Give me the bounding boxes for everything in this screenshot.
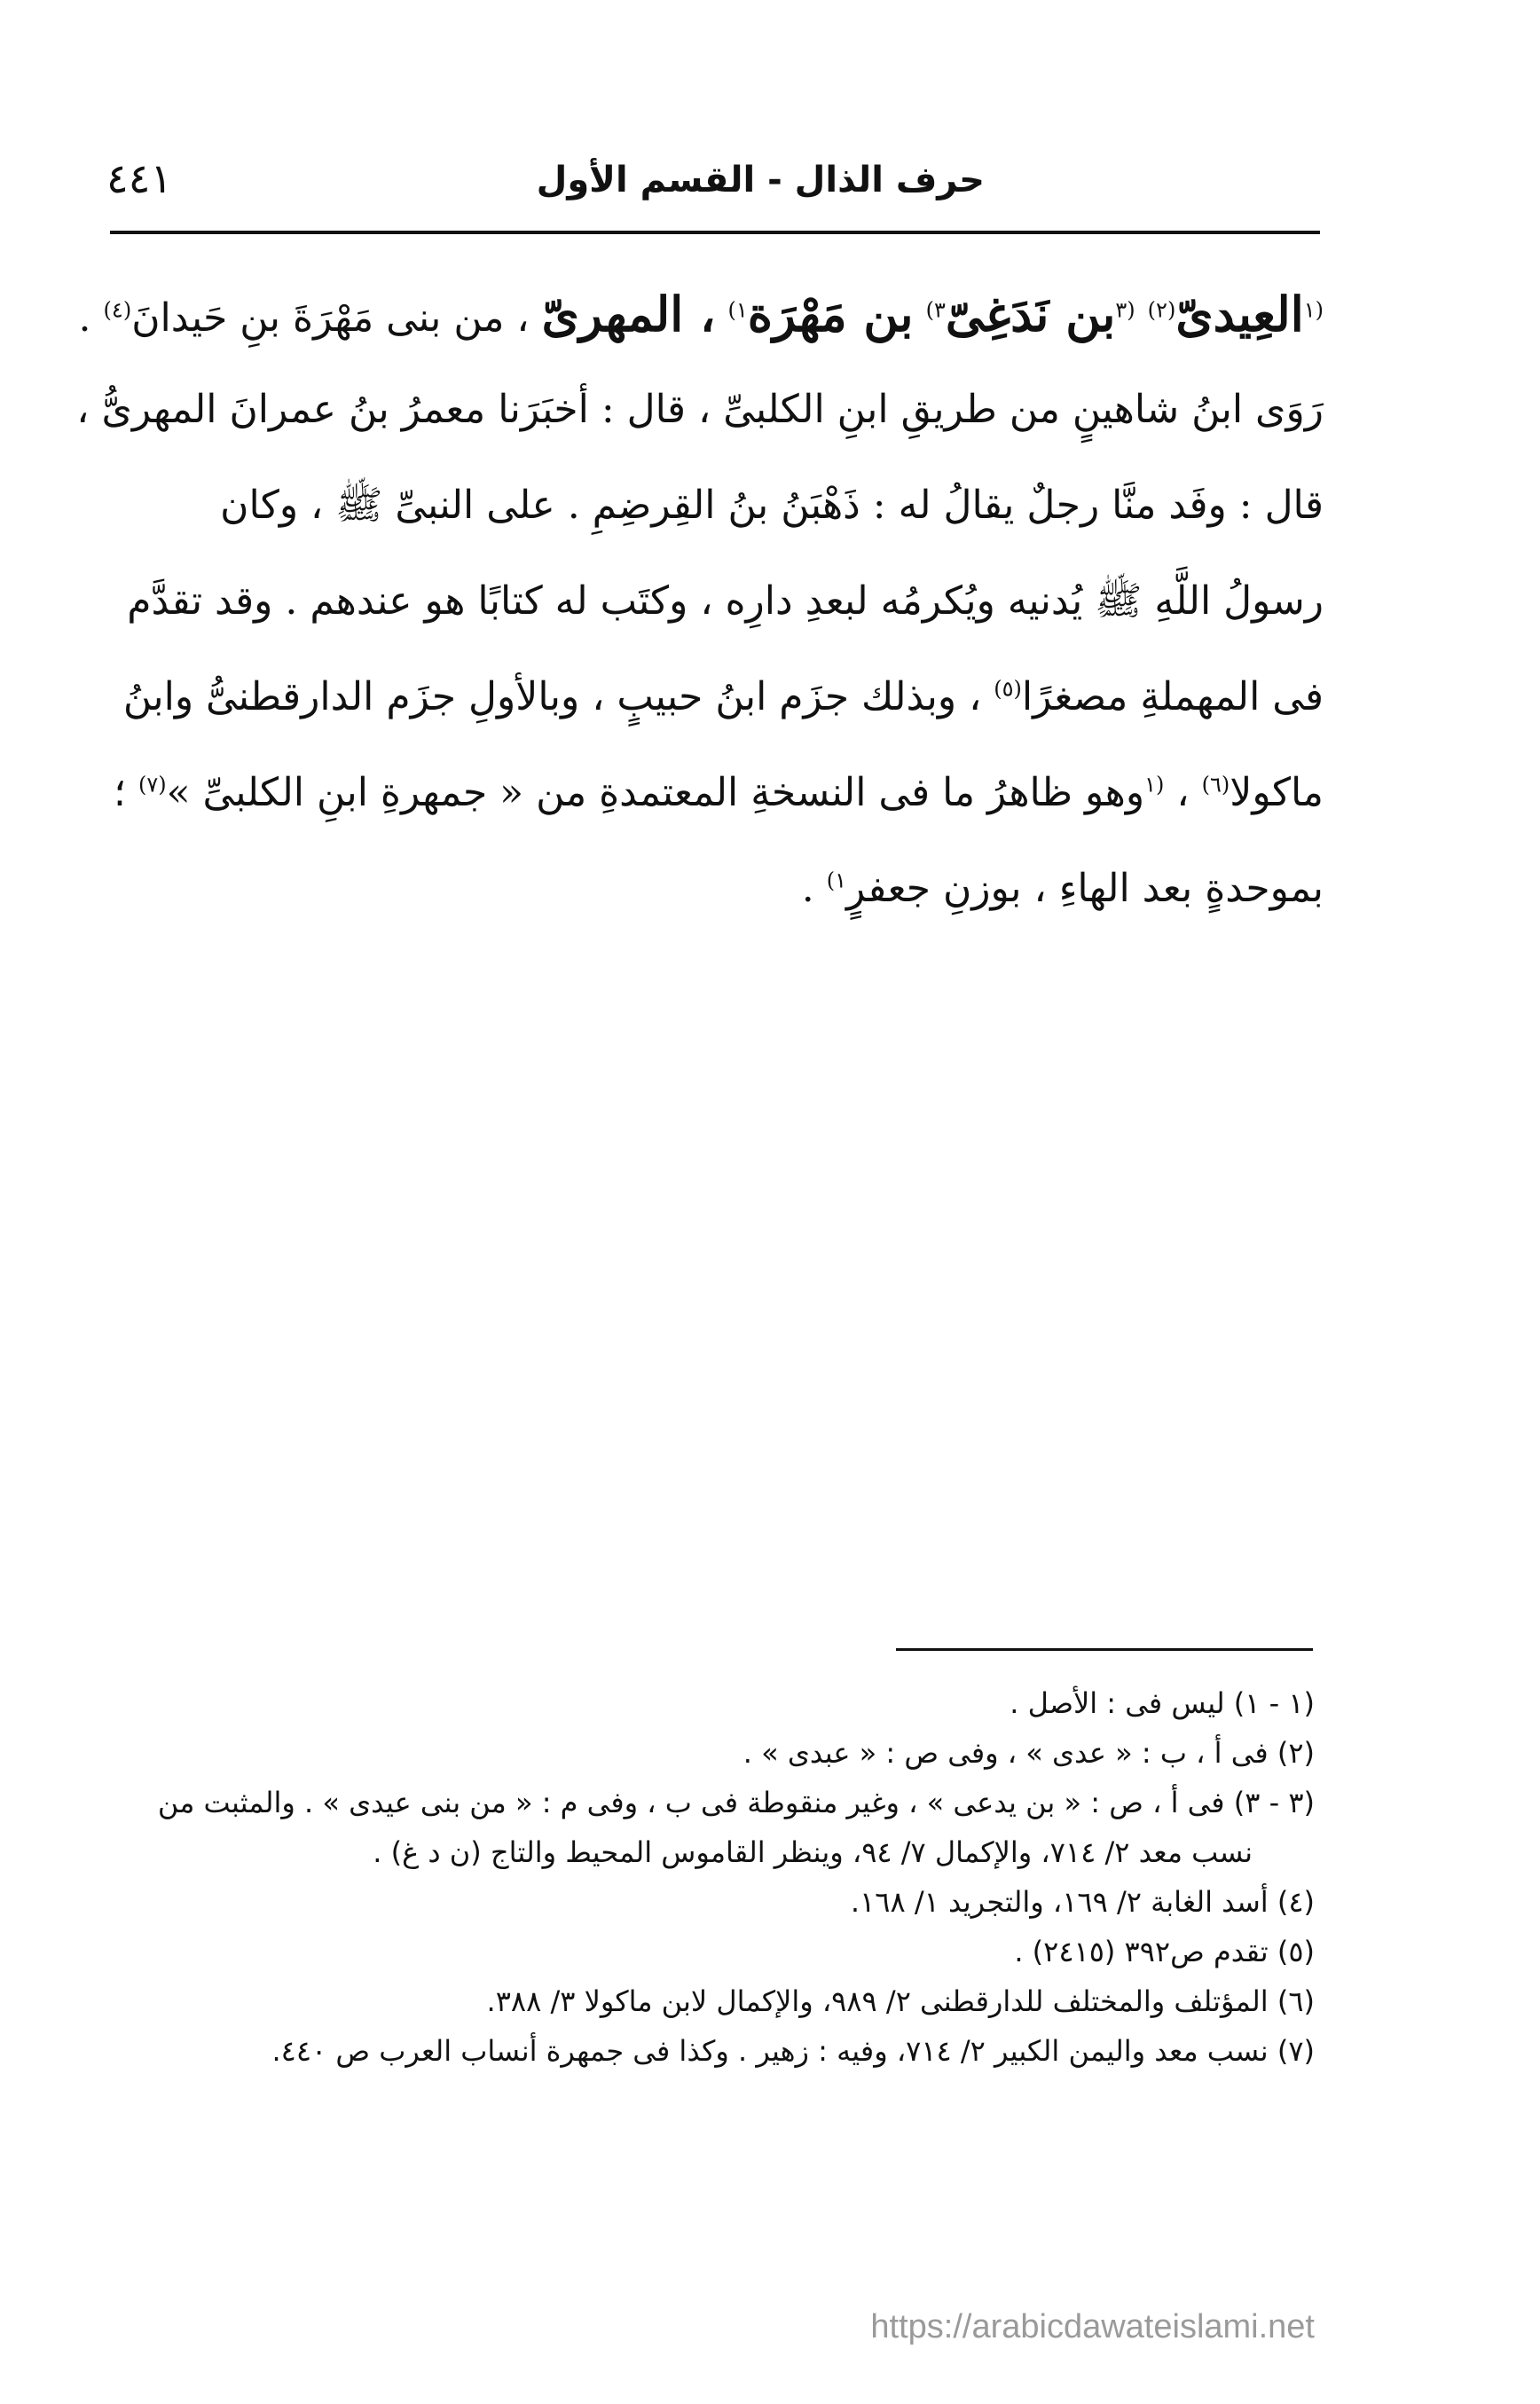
text-segment: فى المهملةِ مصغرًا	[1021, 674, 1324, 719]
note-ref: ١)	[727, 297, 748, 323]
entry-lineage: ، من بنى مَهْرَةَ بنِ حَيدانَ	[131, 295, 530, 341]
text-segment: وهو ظاهرُ ما فى النسخةِ المعتمدةِ من « جمهرةِ ابنِ الكلبىِّ »	[166, 770, 1145, 815]
page-number: ٤٤١	[106, 154, 173, 202]
text-segment: ؛	[114, 770, 126, 815]
note-ref: (٢)	[1147, 297, 1176, 323]
footnotes	[106, 1678, 1315, 2076]
footnote-continuation: نسب معد ٢/ ٧١٤، والإكمال ٧/ ٩٤، وينظر القاموس المحيط والتاج (ن د غ) .	[373, 1835, 1253, 1869]
footnote: (١ - ١) ليس فى : الأصل .	[1010, 1686, 1315, 1720]
body-line	[106, 745, 1324, 841]
watermark-url: https://arabicdawateislami.net	[870, 2308, 1315, 2345]
footnote: (٧) نسب معد واليمن الكبير ٢/ ٧١٤، وفيه : زهير . وكذا فى جمهرة أنساب العرب ص ٤٤٠.	[271, 2034, 1315, 2068]
body-line	[106, 841, 1324, 937]
body-line: رَوَى ابنُ شاهينٍ من طريقِ ابنِ الكلبىِّ ، قال : أخبَرَنا معمرُ بنُ عمرانَ المهرىُّ ،	[76, 387, 1324, 432]
text-segment: ، وبذلك جزَم ابنُ حبيبٍ ، وبالأولِ جزَم الدارقطنىُّ وابنُ	[122, 674, 982, 719]
footnote: (٢) فى أ ، ب : « عدى » ، وفى ص : « عبدى » .	[742, 1736, 1315, 1770]
entry-nisba: ، المهرىّ	[541, 286, 716, 342]
note-ref: (٦)	[1201, 772, 1230, 797]
note-ref: (١	[1144, 772, 1165, 797]
footnote: (٤) أسد الغابة ٢/ ١٦٩، والتجريد ١/ ١٦٨.	[850, 1885, 1315, 1919]
note-ref: (٧)	[138, 772, 167, 797]
note-ref: ٣)	[925, 297, 946, 323]
entry-name-part: بن نَدَغِىّ	[945, 286, 1116, 342]
entry-name-part: بن مَهْرَة	[747, 286, 914, 342]
sentence-end: .	[78, 295, 91, 341]
footnote: (٣ - ٣) فى أ ، ص : « بن يدعى » ، وغير منقوطة فى ب ، وفى م : « من بنى عيدى » . والمثبت من	[157, 1786, 1315, 1819]
body-line: رسولُ اللَّهِ ﷺ يُدنيه ويُكرمُه لبعدِ دارِه ، وكتَب له كتابًا هو عندهم . وقد تقدَّم	[127, 578, 1324, 624]
footnote: (٥) تقدم ص٣٩٢ (٢٤١٥) .	[1014, 1935, 1315, 1968]
text-segment: ،	[1176, 770, 1190, 815]
note-ref: (٤)	[103, 297, 132, 323]
note-ref: (٣	[1115, 297, 1135, 323]
footnote-rule	[896, 1648, 1313, 1651]
body-line	[106, 649, 1324, 745]
running-title: حرف الذال - القسم الأول	[536, 160, 985, 200]
entry-name: العِيدىّ	[1175, 286, 1304, 342]
header-rule	[110, 231, 1320, 234]
text-segment: بموحدةٍ بعد الهاءِ ، بوزنِ جعفرٍ	[846, 866, 1324, 911]
main-text	[76, 266, 1324, 937]
note-ref: (٥)	[994, 676, 1022, 702]
note-ref: ١)	[826, 868, 847, 893]
sentence-end: .	[801, 866, 814, 911]
page-header	[106, 142, 1322, 231]
text-segment: ماكولا	[1230, 770, 1324, 815]
body-line: قال : وفَد منَّا رجلٌ يقالُ له : ذَهْبَنُ بنُ القِرضِمِ . على النبىِّ ﷺ ، وكان	[220, 483, 1324, 528]
entry-heading-line	[78, 266, 1324, 362]
footnote: (٦) المؤتلف والمختلف للدارقطنى ٢/ ٩٨٩، والإكمال لابن ماكولا ٣/ ٣٨٨.	[486, 1984, 1315, 2018]
note-ref: (١	[1303, 297, 1324, 323]
